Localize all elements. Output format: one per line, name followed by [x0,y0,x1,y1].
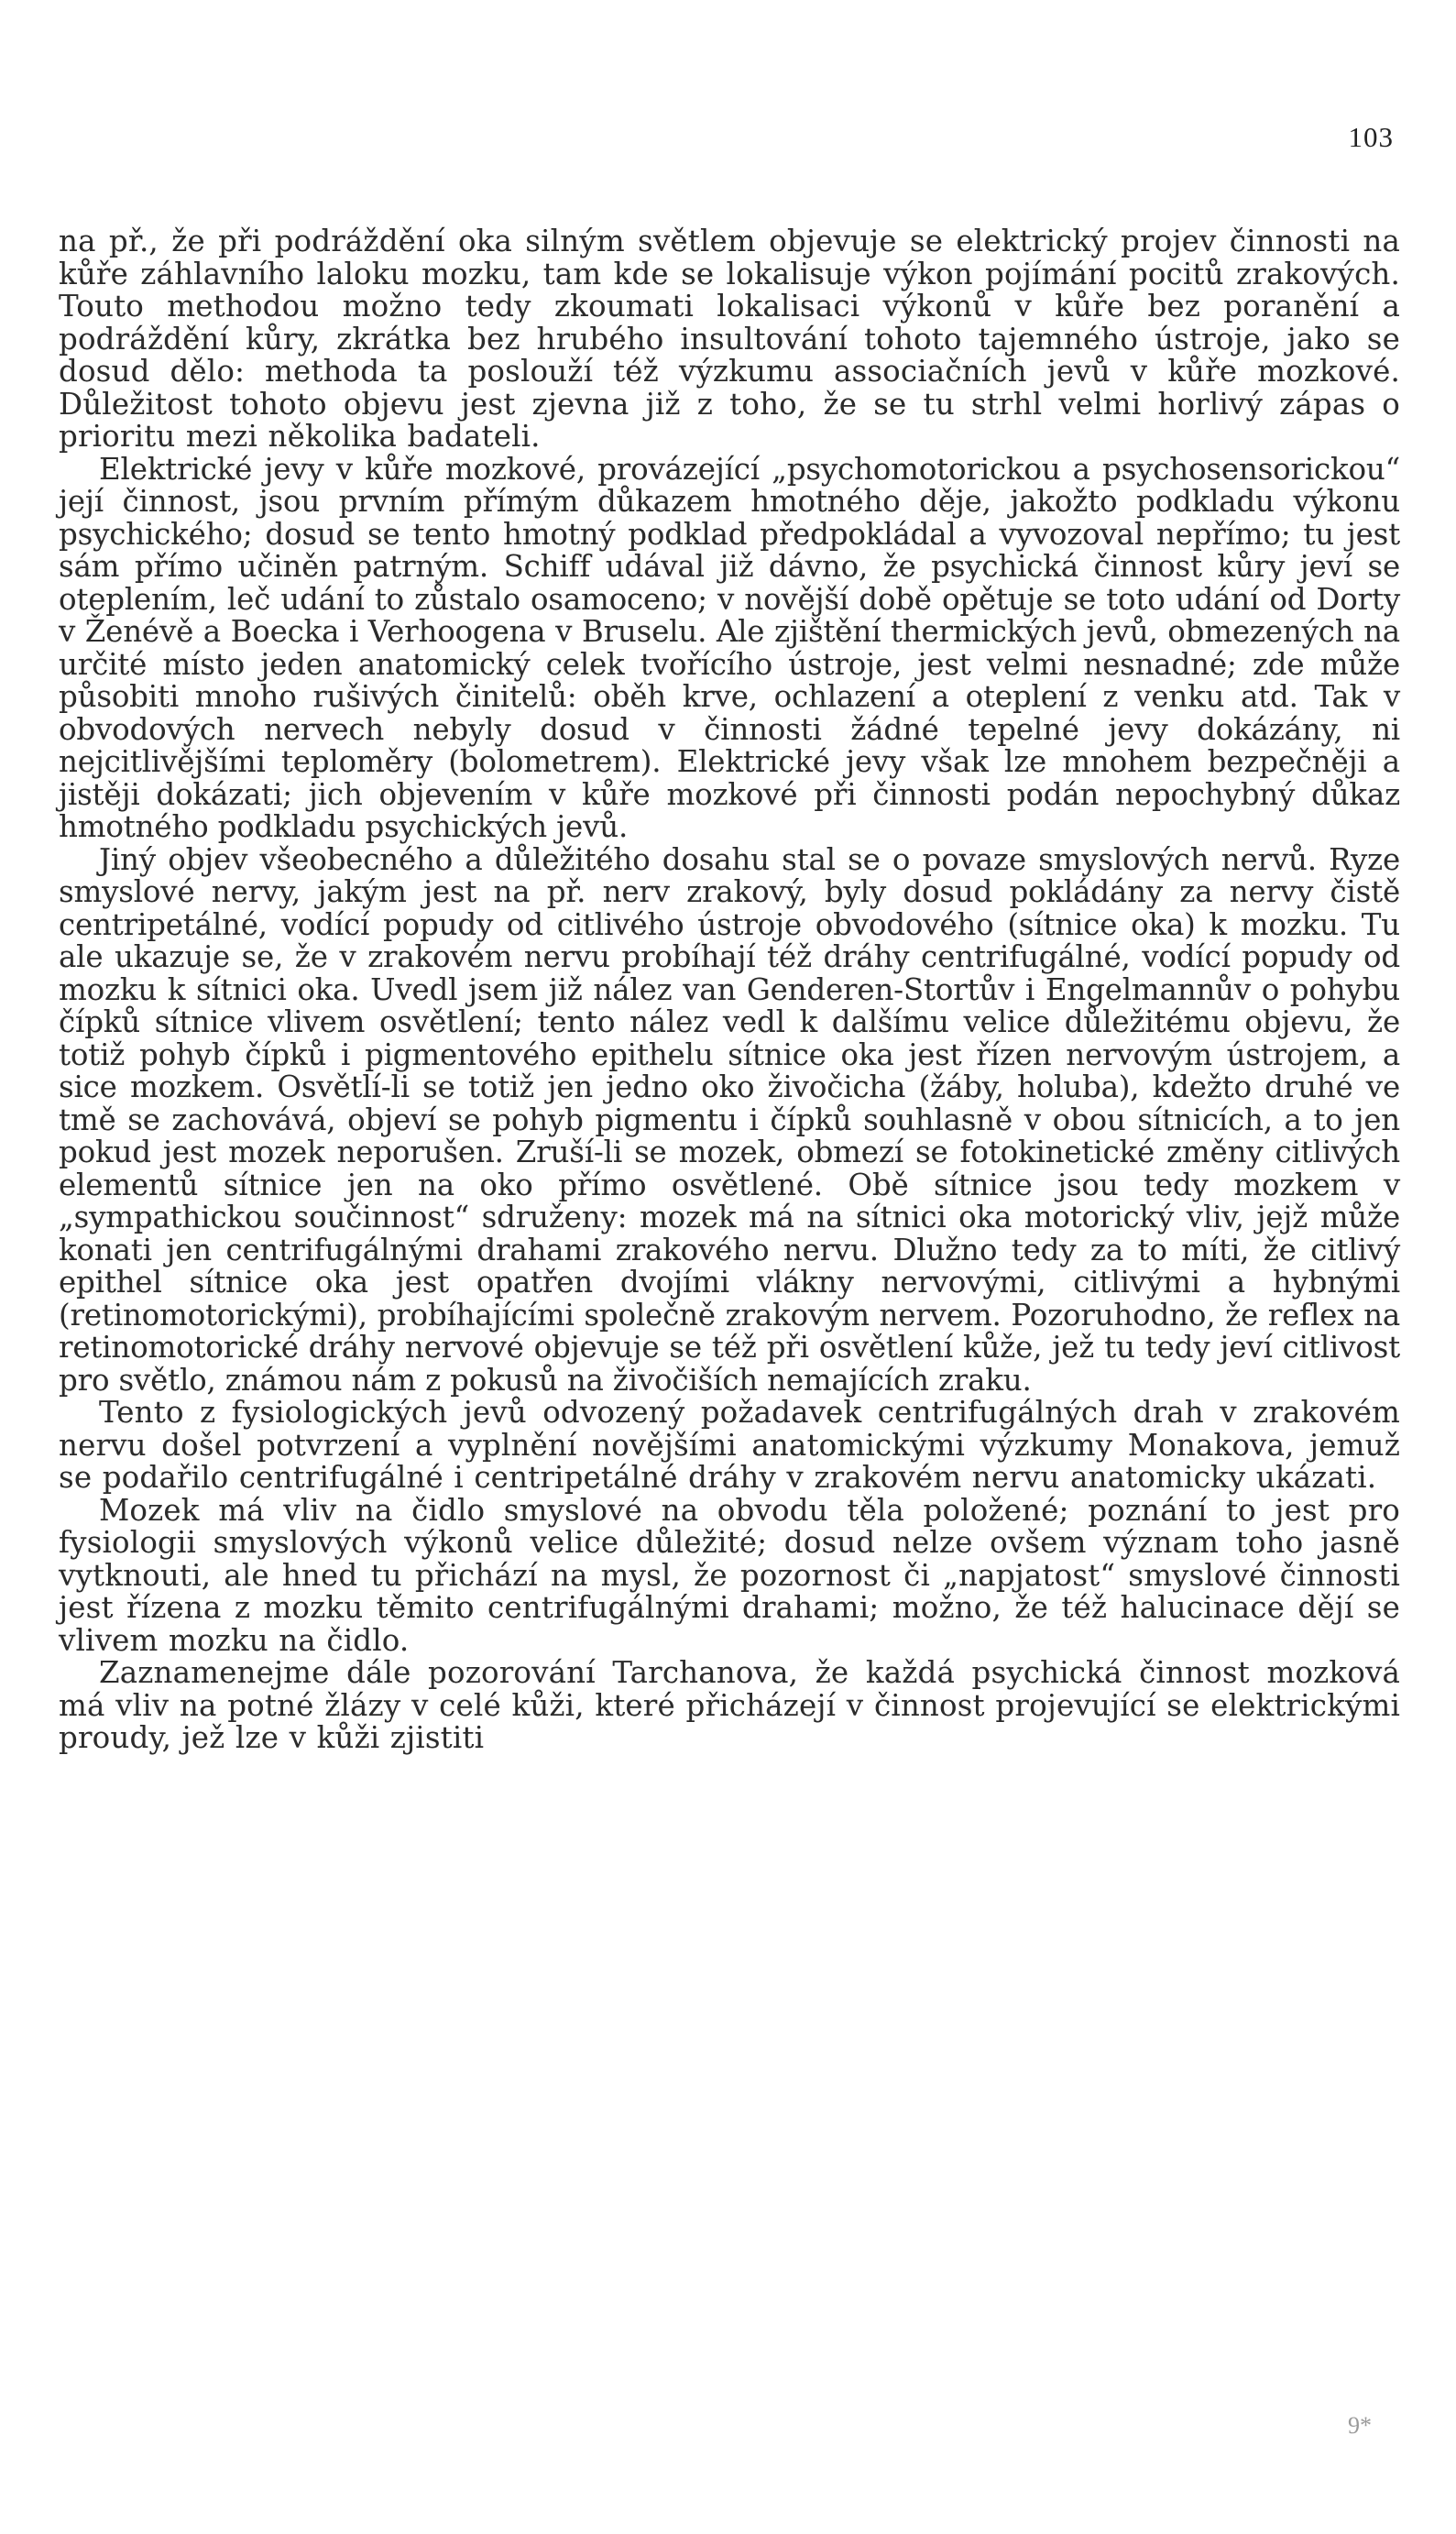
text-body [59,225,1400,1755]
paragraph-3: Jiný objev všeobecného a důležitého dosahu stal se o povaze smyslových nervů. Ryze smyslové nervy, jakým jest na př. nerv zrakový, byly dosud pokládány za nervy čistě centripetálné, vodící popudy od citlivého ústroje obvodového (sítnice oka) k mozku. Tu ale ukazuje se, že v zrakovém nervu probíhají též dráhy centrifugálné, vodící popudy od mozku k sítnici oka. Uvedl jsem již nález van Genderen-Stortův i Engelmannův o pohybu čípků sítnice vlivem osvětlení; tento nález vedl k dalšímu velice důležitému objevu, že totiž pohyb čípků i pigmentového epithelu sítnice oka jest řízen nervovým ústrojem, a sice mozkem. Osvětlí-li se totiž jen jedno oko živočicha (žáby, holuba), kdežto druhé ve tmě se zachovává, objeví se pohyb pigmentu i čípků souhlasně v obou sítnicích, a to jen pokud jest mozek neporušen. Zruší-li se mozek, obmezí se fotokinetické změny citlivých elementů sítnice jen na oko přímo osvětlené. Obě sítnice jsou tedy mozkem v „sympathickou součinnost“ sdruženy: mozek má na sítnici oka motorický vliv, jejž může konati jen centrifugálnými drahami zrakového nervu. Dlužno tedy za to míti, že citlivý epithel sítnice oka jest opatřen dvojími vlákny nervovými, citlivými a hybnými (retinomotorickými), probíhajícími společně zrakovým nervem. Pozoruhodno, že reflex na retinomotorické dráhy nervové objevuje se též při osvětlení kůže, jež tu tedy jeví citlivost pro světlo, známou nám z pokusů na živočiších nemajících zraku. [59,841,1400,1398]
paragraph-2: Elektrické jevy v kůře mozkové, provázející „psychomotorickou a psychosensorickou“ její činnost, jsou prvním přímým důkazem hmotného děje, jakožto podkladu výkonu psychického; dosud se tento hmotný podklad předpokládal a vyvozoval nepřímo; tu jest sám přímo učiněn patrným. Schiff udával již dávno, že psychická činnost kůry jeví se oteplením, leč udání to zůstalo osamoceno; v novější době opětuje se toto udání od Dorty v Ženévě a Boecka i Verhoogena v Bruselu. Ale zjištění thermických jevů, obmezených na určité místo jeden anatomický celek tvořícího ústroje, jest velmi nesnadné; zde může působiti mnoho rušivých činitelů: oběh krve, ochlazení a oteplení z venku atd. Tak v obvodových nervech nebyly dosud v činnosti žádné tepelné jevy dokázány, ni nejcitlivějšími teploměry (bolometrem). Elektrické jevy však lze mnohem bezpečněji a jistěji dokázati; jich objevením v kůře mozkové při činnosti podán nepochybný důkaz hmotného podkladu psychických jevů. [59,451,1400,844]
signature-mark: 9* [1348,2412,1372,2439]
page-number: 103 [1348,121,1394,153]
paragraph-1: na př., že při podráždění oka silným světlem objevuje se elektrický projev činnosti na kůře záhlavního laloku mozku, tam kde se lokalisuje výkon pojímání pocitů zrakových. Touto methodou možno tedy zkoumati lokalisaci výkonů v kůře bez poranění a podráždění kůry, zkrátka bez hrubého insultování tohoto tajemného ústroje, jako se dosud dělo: methoda ta poslouží též výzkumu associačních jevů v kůře mozkové. Důležitost tohoto objevu jest zjevna již z toho, že se tu strhl velmi horlivý zápas o prioritu mezi několika badateli. [59,224,1400,454]
paragraph-5: Mozek má vliv na čidlo smyslové na obvodu těla položené; poznání to jest pro fysiologii smyslových výkonů velice důležité; dosud nelze ovšem význam toho jasně vytknouti, ale hned tu přichází na mysl, že pozornost či „napjatost“ smyslové činnosti jest řízena z mozku těmito centrifugálnými drahami; možno, že též halucinace dějí se vlivem mozku na čidlo. [59,1492,1400,1658]
paragraph-4: Tento z fysiologických jevů odvozený požadavek centrifugálných drah v zrakovém nervu došel potvrzení a vyplnění novějšími anatomickými výzkumy Monakova, jemuž se podařilo centrifugálné i centripetálné dráhy v zrakovém nervu anatomicky ukázati. [59,1395,1400,1495]
paragraph-6: Zaznamenejme dále pozorování Tarchanova, že každá psychická činnost mozková má vliv na potné žlázy v celé kůži, které přicházejí v činnost projevující se elektrickými proudy, jež lze v kůži zjistiti [59,1655,1400,1755]
